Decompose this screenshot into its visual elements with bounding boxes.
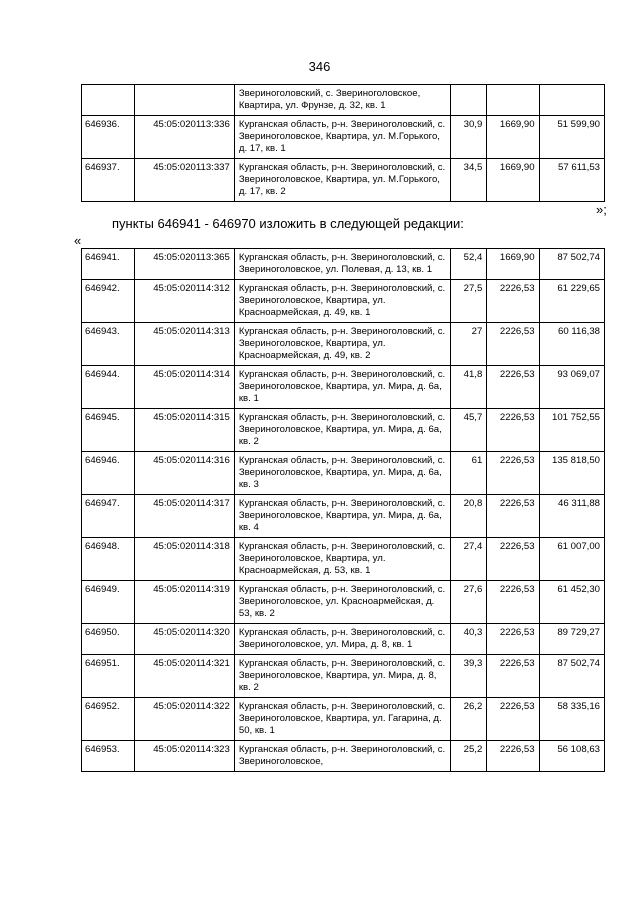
row-number-cell: 646943. (82, 323, 135, 366)
area-cell: 20,8 (451, 495, 487, 538)
address-cell: Курганская область, р-н. Звериноголовский, с. Звериноголовское, Квартира, ул. Мира, д. 6а, кв. 3 (234, 452, 450, 495)
table-row (82, 581, 605, 624)
row-number-cell: 646952. (82, 698, 135, 741)
cadastral-number-cell: 45:05:020113:336 (135, 116, 235, 159)
area-cell (451, 85, 487, 116)
property-table-continued (81, 84, 605, 202)
table-row (82, 495, 605, 538)
cadastral-number-cell: 45:05:020114:315 (135, 409, 235, 452)
table-body-top (82, 85, 605, 202)
rate-cell: 2226,53 (487, 538, 539, 581)
row-number-cell: 646946. (82, 452, 135, 495)
area-cell: 41,8 (451, 366, 487, 409)
cadastral-number-cell: 45:05:020113:365 (135, 249, 235, 280)
address-cell: Курганская область, р-н. Звериноголовский, с. Звериноголовское, Квартира, ул. Гагарина, д. 50, кв. 1 (234, 698, 450, 741)
rate-cell: 2226,53 (487, 624, 539, 655)
rate-cell: 2226,53 (487, 655, 539, 698)
row-number-cell: 646941. (82, 249, 135, 280)
cadastral-number-cell: 45:05:020113:337 (135, 159, 235, 202)
row-number-cell: 646937. (82, 159, 135, 202)
area-cell: 39,3 (451, 655, 487, 698)
cadastral-number-cell: 45:05:020114:322 (135, 698, 235, 741)
value-cell: 57 611,53 (539, 159, 604, 202)
value-cell: 46 311,88 (539, 495, 604, 538)
address-cell: Курганская область, р-н. Звериноголовский, с. Звериноголовское, Квартира, ул. Мира, д. 6а, кв. 4 (234, 495, 450, 538)
row-number-cell: 646951. (82, 655, 135, 698)
cadastral-number-cell: 45:05:020114:317 (135, 495, 235, 538)
table-row (82, 323, 605, 366)
row-number-cell: 646948. (82, 538, 135, 581)
address-cell: Курганская область, р-н. Звериноголовский, с. Звериноголовское, ул. Полевая, д. 13, кв. 1 (234, 249, 450, 280)
address-cell: Курганская область, р-н. Звериноголовский, с. Звериноголовское, Квартира, ул. Красноармейская, д. 49, кв. 2 (234, 323, 450, 366)
value-cell: 61 229,65 (539, 280, 604, 323)
cadastral-number-cell: 45:05:020114:316 (135, 452, 235, 495)
value-cell: 135 818,50 (539, 452, 604, 495)
table-row (82, 280, 605, 323)
address-cell: Курганская область, р-н. Звериноголовский, с. Звериноголовское, Квартира, ул. Мира, д. 6а, кв. 2 (234, 409, 450, 452)
address-cell: Курганская область, р-н. Звериноголовский, с. Звериноголовское, Квартира, ул. Мира, д. 8, кв. 2 (234, 655, 450, 698)
row-number-cell: 646953. (82, 741, 135, 772)
cadastral-number-cell: 45:05:020114:313 (135, 323, 235, 366)
rate-cell: 2226,53 (487, 409, 539, 452)
cadastral-number-cell: 45:05:020114:319 (135, 581, 235, 624)
table-row (82, 409, 605, 452)
cadastral-number-cell: 45:05:020114:314 (135, 366, 235, 409)
address-cell: Курганская область, р-н. Звериноголовский, с. Звериноголовское, ул. Мира, д. 8, кв. 1 (234, 624, 450, 655)
area-cell: 27,5 (451, 280, 487, 323)
cadastral-number-cell: 45:05:020114:320 (135, 624, 235, 655)
table-row (82, 116, 605, 159)
cadastral-number-cell: 45:05:020114:312 (135, 280, 235, 323)
row-number-cell: 646944. (82, 366, 135, 409)
area-cell: 34,5 (451, 159, 487, 202)
value-cell: 87 502,74 (539, 249, 604, 280)
rate-cell: 2226,53 (487, 323, 539, 366)
row-number-cell: 646945. (82, 409, 135, 452)
value-cell: 93 069,07 (539, 366, 604, 409)
value-cell: 87 502,74 (539, 655, 604, 698)
area-cell: 45,7 (451, 409, 487, 452)
area-cell: 26,2 (451, 698, 487, 741)
rate-cell: 2226,53 (487, 280, 539, 323)
row-number-cell: 646942. (82, 280, 135, 323)
area-cell: 52,4 (451, 249, 487, 280)
rate-cell: 2226,53 (487, 366, 539, 409)
row-number-cell (82, 85, 135, 116)
address-cell: Курганская область, р-н. Звериноголовский, с. Звериноголовское, Квартира, ул. М.Горького, д. 17, кв. 2 (234, 159, 450, 202)
table-row (82, 366, 605, 409)
rate-cell: 1669,90 (487, 249, 539, 280)
address-cell: Курганская область, р-н. Звериноголовский, с. Звериноголовское, (234, 741, 450, 772)
row-number-cell: 646947. (82, 495, 135, 538)
area-cell: 30,9 (451, 116, 487, 159)
table-body-main (82, 249, 605, 772)
row-number-cell: 646949. (82, 581, 135, 624)
rate-cell: 2226,53 (487, 698, 539, 741)
table-row (82, 538, 605, 581)
area-cell: 27,4 (451, 538, 487, 581)
table-row (82, 741, 605, 772)
address-cell: Курганская область, р-н. Звериноголовский, с. Звериноголовское, Квартира, ул. М.Горького, д. 17, кв. 1 (234, 116, 450, 159)
rate-cell: 1669,90 (487, 159, 539, 202)
address-cell: Звериноголовский, с. Звериноголовское, Квартира, ул. Фрунзе, д. 32, кв. 1 (234, 85, 450, 116)
address-cell: Курганская область, р-н. Звериноголовский, с. Звериноголовское, ул. Красноармейская, д. 53, кв. 2 (234, 581, 450, 624)
rate-cell: 2226,53 (487, 452, 539, 495)
table-row (82, 624, 605, 655)
table-row (82, 85, 605, 116)
page-number: 346 (308, 59, 331, 74)
cadastral-number-cell: 45:05:020114:321 (135, 655, 235, 698)
value-cell: 89 729,27 (539, 624, 604, 655)
address-cell: Курганская область, р-н. Звериноголовский, с. Звериноголовское, Квартира, ул. Красноармейская, д. 49, кв. 1 (234, 280, 450, 323)
area-cell: 40,3 (451, 624, 487, 655)
value-cell: 61 452,30 (539, 581, 604, 624)
table-row (82, 249, 605, 280)
property-table-amended (81, 248, 605, 772)
area-cell: 27 (451, 323, 487, 366)
cadastral-number-cell: 45:05:020114:318 (135, 538, 235, 581)
address-cell: Курганская область, р-н. Звериноголовский, с. Звериноголовское, Квартира, ул. Красноармейская, д. 53, кв. 1 (234, 538, 450, 581)
amendment-instruction: пункты 646941 - 646970 изложить в следующей редакции: (112, 216, 464, 231)
opening-quote: « (74, 233, 82, 248)
area-cell: 61 (451, 452, 487, 495)
value-cell: 101 752,55 (539, 409, 604, 452)
value-cell (539, 85, 604, 116)
cadastral-number-cell (135, 85, 235, 116)
area-cell: 27,6 (451, 581, 487, 624)
address-cell: Курганская область, р-н. Звериноголовский, с. Звериноголовское, Квартира, ул. Мира, д. 6а, кв. 1 (234, 366, 450, 409)
table-row (82, 655, 605, 698)
table-row (82, 698, 605, 741)
rate-cell: 1669,90 (487, 116, 539, 159)
area-cell: 25,2 (451, 741, 487, 772)
rate-cell: 2226,53 (487, 495, 539, 538)
row-number-cell: 646936. (82, 116, 135, 159)
value-cell: 60 116,38 (539, 323, 604, 366)
cadastral-number-cell: 45:05:020114:323 (135, 741, 235, 772)
value-cell: 51 599,90 (539, 116, 604, 159)
closing-quote: »; (596, 202, 607, 217)
rate-cell: 2226,53 (487, 581, 539, 624)
table-row (82, 159, 605, 202)
value-cell: 58 335,16 (539, 698, 604, 741)
rate-cell (487, 85, 539, 116)
rate-cell: 2226,53 (487, 741, 539, 772)
table-row (82, 452, 605, 495)
value-cell: 61 007,00 (539, 538, 604, 581)
row-number-cell: 646950. (82, 624, 135, 655)
value-cell: 56 108,63 (539, 741, 604, 772)
